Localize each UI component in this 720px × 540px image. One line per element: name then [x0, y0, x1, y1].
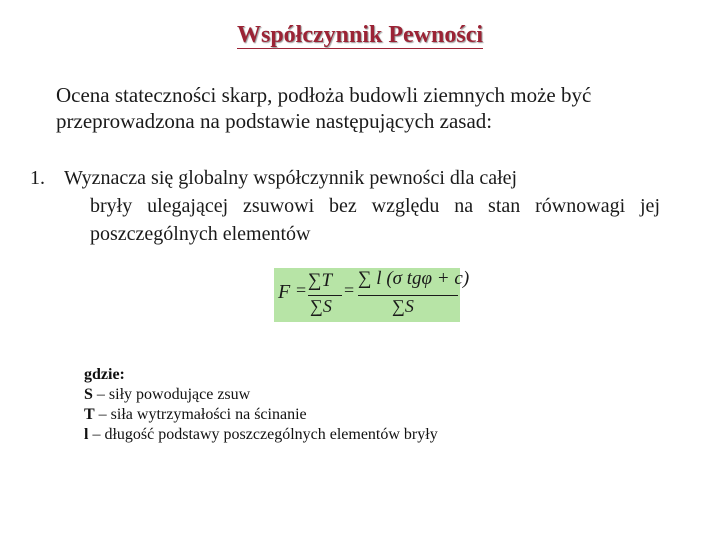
formula-equals-2: = — [344, 280, 355, 300]
legend-header: gdzie: — [84, 366, 125, 383]
formula-numerator-2: ∑ l (σ tgφ + c) — [358, 268, 470, 289]
point-continuation: bryły ulegającej zsuwowi bez względu na stan równowagi jej poszczególnych elementów — [90, 195, 660, 245]
intro-paragraph: Ocena stateczności skarp, podłoża budowli ziemnych może być przeprowadzona na podstawie następujących zasad: — [56, 83, 592, 133]
formula-equals-1: = — [296, 280, 307, 300]
safety-factor-formula — [274, 268, 470, 322]
legend-item-t: T – siła wytrzymałości na ścinanie — [84, 406, 307, 423]
formula-numerator-1: ∑T — [308, 270, 333, 291]
point-number: 1. — [30, 167, 45, 189]
formula-denominator-2: ∑S — [392, 296, 414, 316]
symbol-legend — [84, 365, 644, 445]
formula-denominator-1: ∑S — [310, 296, 332, 316]
slide-title-text: Współczynnik Pewności — [236, 22, 484, 48]
legend-item-s: S – siły powodujące zsuw — [84, 386, 251, 403]
legend-item-l: l – długość podstawy poszczególnych elementów bryły — [84, 426, 438, 443]
numbered-point — [30, 164, 660, 248]
slide-title — [0, 22, 720, 49]
point-first-line: Wyznacza się globalny współczynnik pewności dla całej — [64, 167, 518, 189]
formula-lhs: F — [278, 281, 291, 303]
